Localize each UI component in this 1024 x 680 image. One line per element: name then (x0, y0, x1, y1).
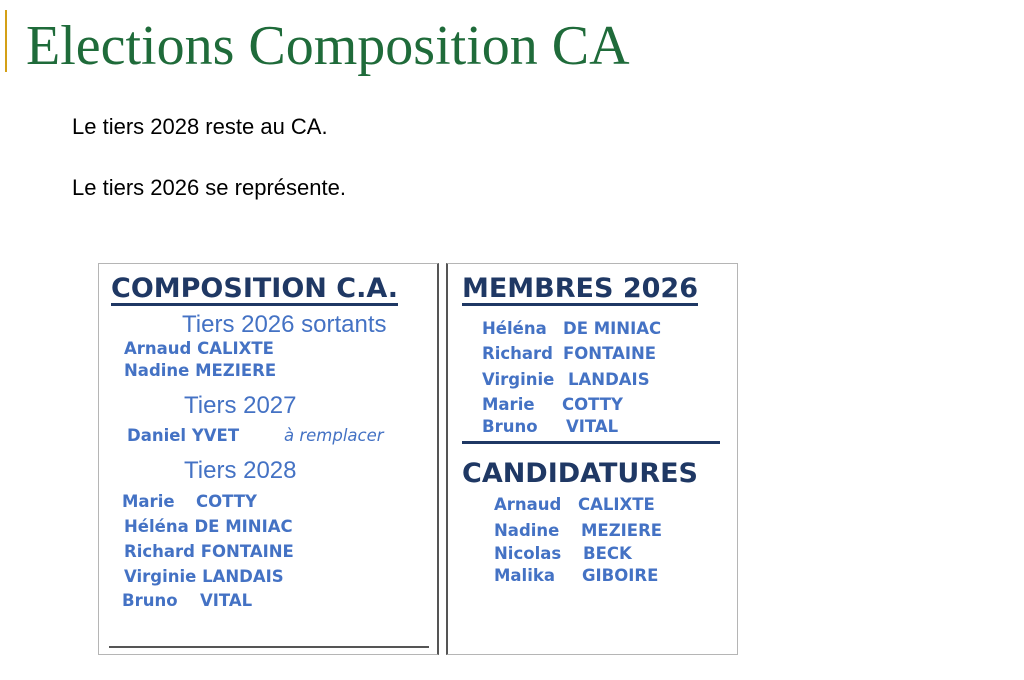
last-name: DE MINIAC (563, 319, 662, 338)
last-name: COTTY (562, 395, 623, 414)
first-name: Richard (482, 344, 553, 363)
last-name: LANDAIS (202, 567, 284, 586)
last-name: MEZIERE (581, 521, 663, 540)
first-name: Marie (482, 395, 535, 414)
last-name: FONTAINE (200, 542, 294, 561)
first-name: Arnaud (494, 495, 562, 514)
first-name: Nadine (124, 361, 190, 380)
composition-panel (98, 263, 439, 655)
last-name: CALIXTE (578, 495, 655, 514)
first-name: Bruno (482, 417, 538, 436)
last-name: DE MINIAC (194, 517, 293, 536)
last-name: BECK (583, 544, 632, 563)
last-name: VITAL (200, 591, 253, 610)
body-line-tiers-2028: Le tiers 2028 reste au CA. (72, 114, 328, 139)
list-item (124, 542, 294, 561)
title-accent-bar (5, 10, 7, 72)
first-name: Malika (494, 566, 555, 585)
group-label-tiers-2028: Tiers 2028 (184, 457, 297, 484)
first-name: Daniel (127, 426, 187, 445)
last-name: COTTY (196, 492, 257, 511)
list-item (124, 567, 284, 586)
replacement-note: à remplacer (284, 426, 384, 445)
first-name: Nadine (494, 521, 560, 540)
list-item (127, 426, 239, 445)
section-divider (462, 441, 720, 444)
list-item (124, 517, 293, 536)
list-item (124, 361, 276, 380)
membres-panel (446, 263, 738, 655)
group-label-tiers-2027: Tiers 2027 (184, 392, 297, 419)
first-name: Richard (124, 542, 195, 561)
footer-divider (109, 646, 429, 648)
body-line-tiers-2026: Le tiers 2026 se représente. (72, 175, 346, 200)
membres-heading: MEMBRES 2026 (462, 274, 698, 306)
first-name: Héléna (124, 517, 189, 536)
slide-title: Elections Composition CA (26, 15, 630, 77)
composition-heading: COMPOSITION C.A. (111, 274, 398, 306)
first-name: Virginie (482, 370, 555, 389)
first-name: Héléna (482, 319, 547, 338)
first-name: Virginie (124, 567, 197, 586)
last-name: VITAL (566, 417, 619, 436)
last-name: GIBOIRE (582, 566, 659, 585)
group-label-tiers-2026: Tiers 2026 sortants (182, 311, 387, 338)
last-name: MEZIERE (195, 361, 277, 380)
first-name: Marie (122, 492, 175, 511)
last-name: LANDAIS (568, 370, 650, 389)
list-item (124, 339, 274, 358)
first-name: Bruno (122, 591, 178, 610)
candidatures-heading: CANDIDATURES (462, 458, 698, 489)
last-name: CALIXTE (197, 339, 274, 358)
last-name: FONTAINE (563, 344, 657, 363)
last-name: YVET (191, 426, 240, 445)
first-name: Nicolas (494, 544, 562, 563)
first-name: Arnaud (124, 339, 192, 358)
